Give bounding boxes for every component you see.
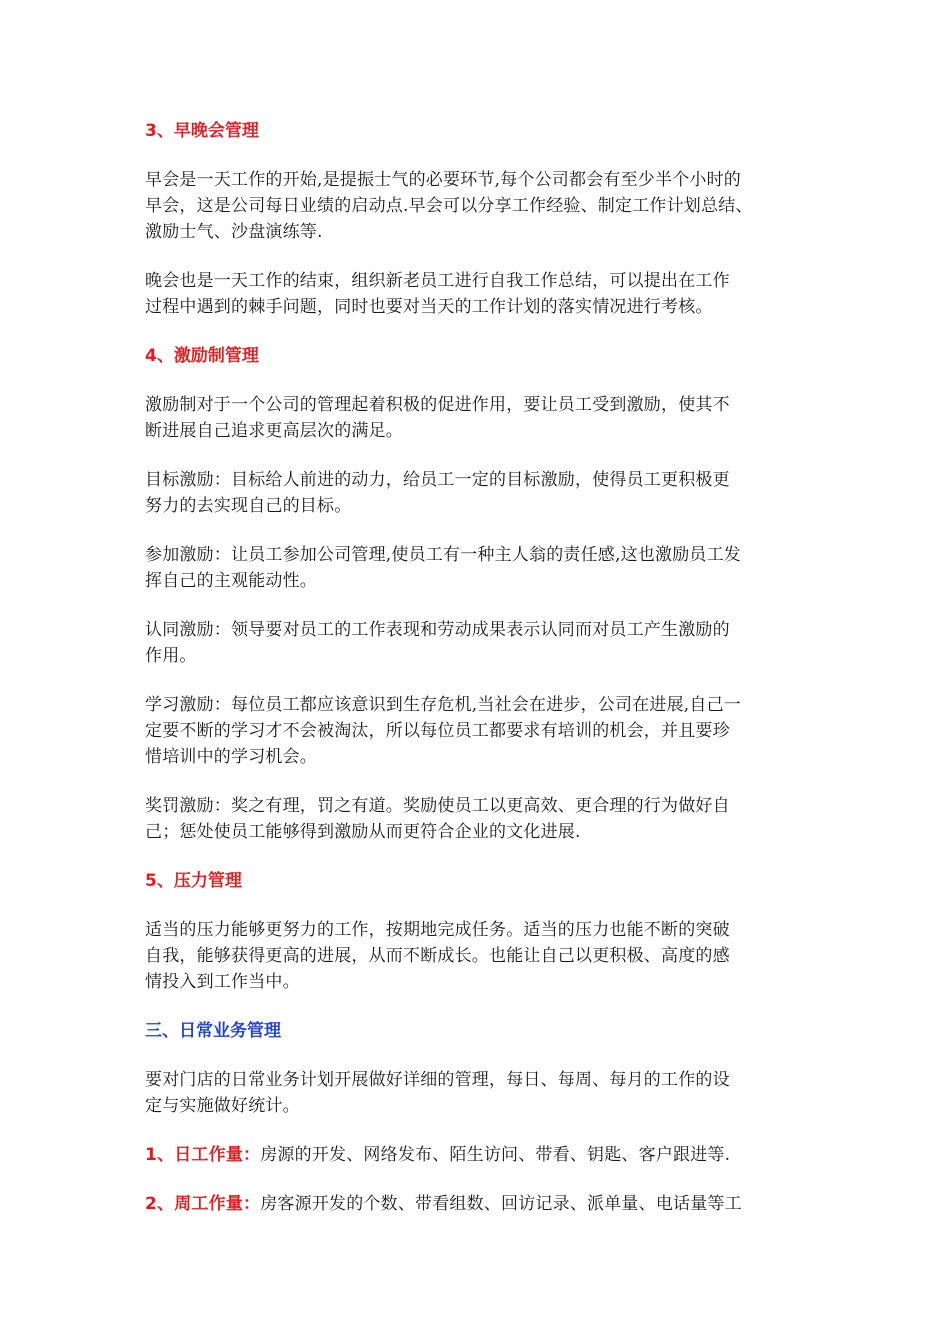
text-line: 早会，这是公司每日业绩的启动点.早会可以分享工作经验、制定工作计划总结、 [145, 196, 753, 216]
paragraph-reward-penalty-incentive [145, 793, 813, 845]
text-line: 激励士气、沙盘演练等. [145, 222, 323, 242]
paragraph-goal-incentive [145, 467, 813, 519]
paragraph-morning-meeting [145, 167, 813, 245]
paragraph-evening-meeting [145, 268, 813, 320]
work-item-label: 2、周工作量： [145, 1194, 261, 1214]
document-body [145, 118, 813, 1240]
text-line: 目标激励：目标给人前进的动力，给员工一定的目标激励，使得员工更积极更 [145, 470, 730, 490]
text-line: 认同激励：领导要对员工的工作表现和劳动成果表示认同而对员工产生激励的 [145, 620, 730, 640]
text-line: 晚会也是一天工作的结束，组织新老员工进行自我工作总结，可以提出在工作 [145, 271, 730, 291]
paragraph-daily-business [145, 1067, 813, 1119]
text-line: 己；惩处使员工能够得到激励从而更符合企业的文化进展. [145, 822, 581, 842]
work-item-daily [145, 1142, 813, 1168]
text-line: 自我，能够获得更高的进展，从而不断成长。也能让自己以更积极、高度的感 [145, 946, 730, 966]
work-item-text: 房客源开发的个数、带看组数、回访记录、派单量、电话量等工 [260, 1194, 742, 1214]
text-line: 过程中遇到的棘手问题，同时也要对当天的工作计划的落实情况进行考核。 [145, 297, 713, 317]
text-line: 适当的压力能够更努力的工作，按期地完成任务。适当的压力也能不断的突破 [145, 920, 730, 940]
text-line: 参加激励：让员工参加公司管理,使员工有一种主人翁的责任感,这也激励员工发 [145, 545, 742, 565]
text-line: 努力的去实现自己的目标。 [145, 496, 352, 516]
text-line [145, 1142, 813, 1168]
paragraph-participation-incentive [145, 542, 813, 594]
work-item-weekly [145, 1191, 813, 1217]
text-line [145, 1191, 813, 1217]
text-line: 激励制对于一个公司的管理起着积极的促进作用，要让员工受到激励，使其不 [145, 395, 730, 415]
text-line: 作用。 [145, 646, 197, 666]
section-heading-pressure-management: 5、压力管理 [145, 871, 242, 891]
text-line: 定要不断的学习才不会被淘汰，所以每位员工都要求有培训的机会，并且要珍 [145, 721, 730, 741]
section-heading-morning-evening-meeting: 3、早晚会管理 [145, 121, 259, 141]
paragraph-incentive-intro [145, 392, 813, 444]
section-heading-incentive-management: 4、激励制管理 [145, 346, 259, 366]
section-heading-daily-business-management: 三、日常业务管理 [145, 1021, 281, 1041]
text-line: 要对门店的日常业务计划开展做好详细的管理，每日、每周、每月的工作的设 [145, 1070, 730, 1090]
text-line: 断进展自己追求更高层次的满足。 [145, 421, 403, 441]
paragraph-learning-incentive [145, 692, 813, 770]
text-line: 定与实施做好统计。 [145, 1096, 300, 1116]
text-line: 情投入到工作当中。 [145, 972, 300, 992]
text-line: 学习激励：每位员工都应该意识到生存危机,当社会在进步，公司在进展,自己一 [145, 695, 742, 715]
paragraph-recognition-incentive [145, 617, 813, 669]
work-item-text: 房源的开发、网络发布、陌生访问、带看、钥匙、客户跟进等. [260, 1145, 731, 1165]
text-line: 惜培训中的学习机会。 [145, 747, 317, 767]
work-item-label: 1、日工作量： [145, 1145, 261, 1165]
text-line: 奖罚激励：奖之有理，罚之有道。奖励使员工以更高效、更合理的行为做好自 [145, 796, 730, 816]
text-line: 早会是一天工作的开始,是提振士气的必要环节,每个公司都会有至少半个小时的 [145, 170, 742, 190]
text-line: 挥自己的主观能动性。 [145, 571, 317, 591]
paragraph-pressure [145, 917, 813, 995]
